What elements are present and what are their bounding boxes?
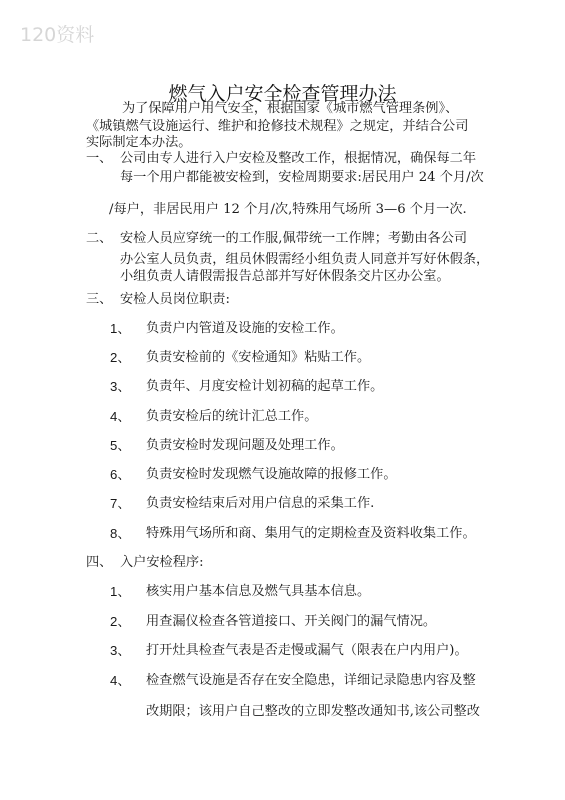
list-item-number: 2、	[110, 350, 131, 365]
list-item-number: 2、	[110, 614, 131, 629]
list-item: 打开灶具检查气表是否走慢或漏气（限表在户内用户)。	[146, 643, 468, 658]
section-2-line: 小组负责人请假需报告总部并写好休假条交片区办公室。	[120, 269, 450, 284]
watermark: 120资料	[20, 24, 95, 46]
intro-line-3: 实际制定本办法。	[86, 135, 192, 150]
list-item: 负责安检时发现燃气设施故障的报修工作。	[146, 467, 397, 482]
section-3-heading: 安检人员岗位职责:	[120, 292, 230, 307]
list-item: 特殊用气场所和商、集用气的定期检查及资料收集工作。	[146, 526, 476, 541]
section-2-marker: 二、	[86, 231, 113, 246]
section-3-marker: 三、	[86, 292, 113, 307]
list-item-number: 6、	[110, 467, 131, 482]
list-item: 负责安检后的统计汇总工作。	[146, 409, 318, 424]
list-item: 检查燃气设施是否存在安全隐患，详细记录隐患内容及整	[146, 673, 476, 688]
list-item-number: 1、	[110, 584, 131, 599]
section-4-heading: 入户安检程序:	[120, 555, 204, 570]
list-item: 负责年、月度安检计划初稿的起草工作。	[146, 379, 384, 394]
section-1-line: 公司由专人进行入户安检及整改工作，根据情况，确保每二年	[120, 151, 477, 166]
intro-line-2: 《城镇燃气设施运行、维护和抢修技术规程》之规定，并结合公司	[86, 119, 469, 134]
list-item-number: 5、	[110, 438, 131, 453]
section-1-marker: 一、	[86, 151, 113, 166]
list-item-number: 3、	[110, 379, 131, 394]
list-item-number: 3、	[110, 643, 131, 658]
list-item: 负责户内管道及设施的安检工作。	[146, 321, 344, 336]
section-4-marker: 四、	[86, 555, 113, 570]
document-title: 燃气入户安全检查管理办法	[168, 83, 397, 105]
section-2-line: 办公室人员负责，组员休假需经小组负责人同意并写好休假条，	[120, 252, 490, 267]
list-item: 核实用户基本信息及燃气具基本信息。	[146, 584, 371, 599]
list-item-number: 4、	[110, 673, 131, 688]
list-item: 负责安检前的《安检通知》粘贴工作。	[146, 350, 371, 365]
section-1-line: /每户，非居民用户 12 个月/次,特殊用气场所 3—6 个月一次.	[109, 202, 467, 217]
section-2-line: 安检人员应穿统一的工作服,佩带统一工作牌；考勤由各公司	[120, 231, 468, 246]
list-item-number: 1、	[110, 321, 131, 336]
list-item-continuation: 改期限；该用户自己整改的立即发整改通知书,该公司整改	[146, 704, 480, 719]
list-item-number: 7、	[110, 496, 131, 511]
list-item-number: 4、	[110, 409, 131, 424]
list-item: 负责安检时发现问题及处理工作。	[146, 438, 344, 453]
intro-line-1: 为了保障用户用气安全，根据国家《城市燃气管理条例》、	[122, 101, 459, 116]
list-item: 负责安检结束后对用户信息的采集工作.	[146, 496, 375, 511]
list-item-number: 8、	[110, 526, 131, 541]
list-item: 用查漏仪检查各管道接口、开关阀门的漏气情况。	[146, 614, 437, 629]
section-1-line: 每一个用户都能被安检到，安检周期要求:居民用户 24 个月/次	[120, 170, 484, 185]
